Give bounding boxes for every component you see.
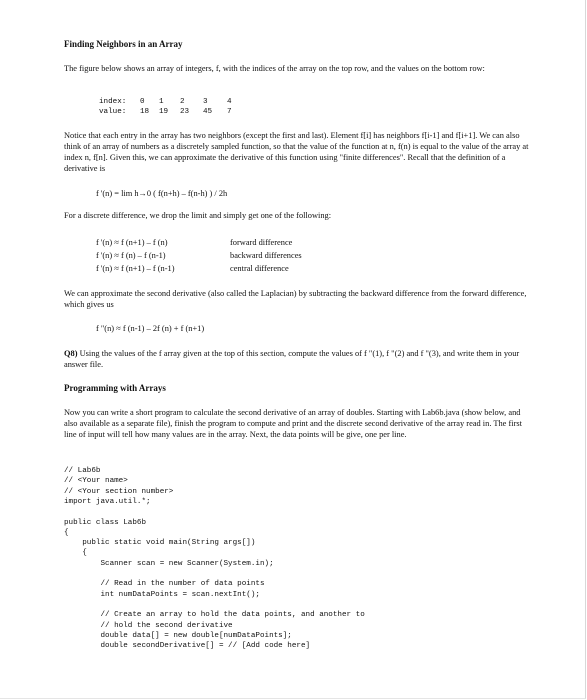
array-value-2: 23 [180, 108, 190, 116]
derivative-definition: f '(n) = lim h→0 ( f(n+h) – f(n-h) ) / 2h [96, 189, 228, 198]
code-line: public class Lab6b [64, 518, 147, 527]
array-value-0: 18 [140, 108, 150, 116]
index-label: index: [99, 98, 127, 106]
section-title-programming: Programming with Arrays [64, 383, 166, 393]
second-derivative-paragraph: We can approximate the second derivative (also called the Laplacian) by subtracting the backward difference from the forward difference, which gives us [64, 289, 527, 309]
second-derivative-formula: f "(n) ≈ f (n-1) – 2f (n) + f (n+1) [96, 324, 205, 333]
code-line: Scanner scan = new Scanner(System.in); [64, 559, 274, 568]
code-line: // Create an array to hold the data points, and another to [64, 611, 365, 620]
code-line: int numDataPoints = scan.nextInt(); [64, 590, 260, 599]
central-formula: f '(n) ≈ f (n+1) – f (n-1) [96, 264, 175, 273]
code-line: double data[] = new double[numDataPoints]; [64, 631, 292, 640]
central-label: central difference [230, 264, 289, 273]
array-value-4: 7 [227, 108, 232, 116]
question-8-label: Q8) [64, 349, 78, 358]
forward-label: forward difference [230, 238, 293, 247]
array-value-3: 45 [203, 108, 213, 116]
value-label: value: [99, 108, 127, 116]
backward-label: backward differences [230, 251, 302, 260]
section-title-neighbors: Finding Neighbors in an Array [64, 39, 183, 49]
array-index-3: 3 [203, 98, 208, 106]
code-line: // Read in the number of data points [64, 580, 265, 589]
code-line: // <Your section number> [64, 487, 174, 496]
code-line: { [64, 549, 87, 558]
code-line: // <Your name> [64, 477, 128, 486]
array-index-4: 4 [227, 98, 232, 106]
backward-formula: f '(n) ≈ f (n) – f (n-1) [96, 251, 166, 260]
code-line: public static void main(String args[]) [64, 539, 256, 548]
code-line: // Lab6b [64, 467, 101, 475]
question-8 [64, 348, 532, 370]
code-line: import java.util.*; [64, 497, 151, 506]
array-index-2: 2 [180, 98, 185, 106]
code-line: { [64, 528, 69, 537]
array-value-1: 19 [159, 108, 169, 116]
code-line: // hold the second derivative [64, 621, 233, 630]
question-8-text: Using the values of the f array given at the top of this section, compute the values of f "(1), f "(2) and f "(3), and write them in your answer file. [64, 349, 520, 369]
array-index-1: 1 [159, 98, 164, 106]
neighbors-paragraph: Notice that each entry in the array has two neighbors (except the first and last). Element f[i] has neighbors f[i-1] and f[i+1]. We can also think of an array of numbers as a discretely sampled function, so that the value of the function at n, f(n) is equal to the value of the array at index n, f[n]. Given this, we can approximate the derivative of this function using "finite differences". Recall that the definition of a derivative is [64, 131, 529, 173]
intro-paragraph: The figure below shows an array of integers, f, with the indices of the array on the top row, and the values on the bottom row: [64, 64, 485, 73]
forward-formula: f '(n) ≈ f (n+1) – f (n) [96, 238, 168, 247]
discrete-paragraph: For a discrete difference, we drop the limit and simply get one of the following: [64, 211, 332, 220]
array-index-0: 0 [140, 98, 145, 106]
code-line: double secondDerivative[] = // [Add code here] [64, 642, 311, 651]
program-paragraph: Now you can write a short program to calculate the second derivative of an array of doubles. Starting with Lab6b.java (show below, and also available as a separate file), finish the program to compute and print and the discrete second derivative of the array read in. The first line of input will tell how many values are in the array. Next, the data points will be give, one per line. [64, 408, 522, 439]
